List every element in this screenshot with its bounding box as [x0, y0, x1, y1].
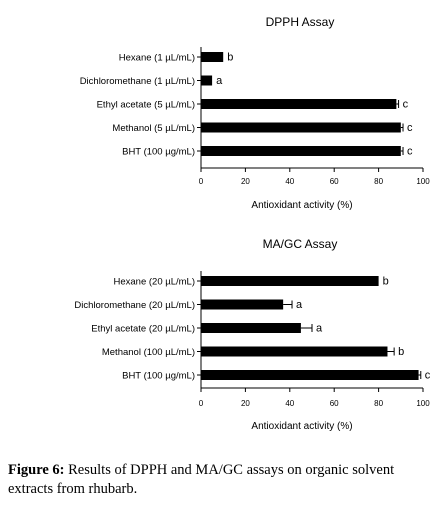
chart-1-significance-letter: c — [402, 98, 409, 111]
chart-2-x-axis-label: Antioxidant activity (%) — [251, 421, 353, 432]
chart-1-category-label: Ethyl acetate (5 µL/mL) — [96, 99, 195, 111]
chart-1-bar — [201, 146, 401, 156]
chart-1-category-label: BHT (100 µg/mL) — [122, 146, 195, 158]
chart-2-bar — [201, 300, 283, 310]
chart-2-category-label: Hexane (20 µL/mL) — [113, 276, 195, 288]
chart-1-x-tick-label: 20 — [240, 177, 250, 186]
chart-1-x-tick-label: 40 — [285, 177, 295, 186]
chart-1-x-tick-label: 0 — [198, 177, 204, 186]
chart-2-bar — [201, 370, 419, 380]
chart-2-x-tick-label: 0 — [198, 399, 204, 408]
chart-2-x-tick-label: 40 — [285, 399, 295, 408]
chart-2-x-tick-label: 20 — [240, 399, 250, 408]
chart-1-title: DPPH Assay — [265, 15, 335, 29]
chart-1-category-label: Dichloromethane (1 µL/mL) — [79, 76, 195, 87]
chart-2-significance-letter: a — [296, 299, 303, 311]
chart-1-bar — [201, 76, 212, 86]
chart-1-x-tick-label: 80 — [374, 177, 384, 186]
chart-2-x-tick-label: 100 — [416, 399, 430, 408]
chart-1-significance-letter: a — [216, 75, 223, 87]
chart-1-category-label: Hexane (1 µL/mL) — [118, 52, 195, 64]
chart-1-significance-letter: b — [227, 51, 234, 64]
figure-caption — [8, 461, 433, 499]
chart-1-bar — [201, 123, 401, 133]
chart-2-category-label: Ethyl acetate (20 µL/mL) — [91, 323, 195, 335]
chart-1-bar — [201, 52, 223, 62]
chart-2-title: MA/GC Assay — [262, 237, 338, 251]
chart-2-significance-letter: b — [382, 275, 389, 288]
chart-1-x-axis-label: Antioxidant activity (%) — [251, 200, 353, 211]
chart-2-significance-letter: b — [398, 346, 405, 358]
chart-2-category-label: Dichloromethane (20 µL/mL) — [74, 300, 195, 311]
chart-2-bar — [201, 347, 387, 357]
caption-text: Results of DPPH and MA/GC assays on organic solvent extracts from rhubarb. — [8, 462, 395, 497]
chart-2-x-tick-label: 80 — [374, 399, 384, 408]
chart-2-bar — [201, 323, 301, 333]
chart-2-x-tick-label: 60 — [329, 399, 339, 408]
chart-1-x-tick-label: 100 — [416, 177, 430, 186]
chart-2-significance-letter: a — [316, 322, 323, 335]
chart-2-category-label: BHT (100 µg/mL) — [122, 370, 195, 382]
chart-2-category-label: Methanol (100 µL/mL) — [101, 347, 195, 358]
chart-1-x-tick-label: 60 — [329, 177, 339, 186]
chart-2-bar — [201, 276, 379, 286]
chart-1-category-label: Methanol (5 µL/mL) — [112, 123, 195, 134]
chart-2-significance-letter: c — [424, 369, 431, 382]
chart-1-bar — [201, 99, 396, 109]
chart-1-significance-letter: c — [407, 122, 413, 134]
chart-1-significance-letter: c — [407, 145, 413, 158]
caption-label: Figure 6: — [8, 462, 65, 478]
